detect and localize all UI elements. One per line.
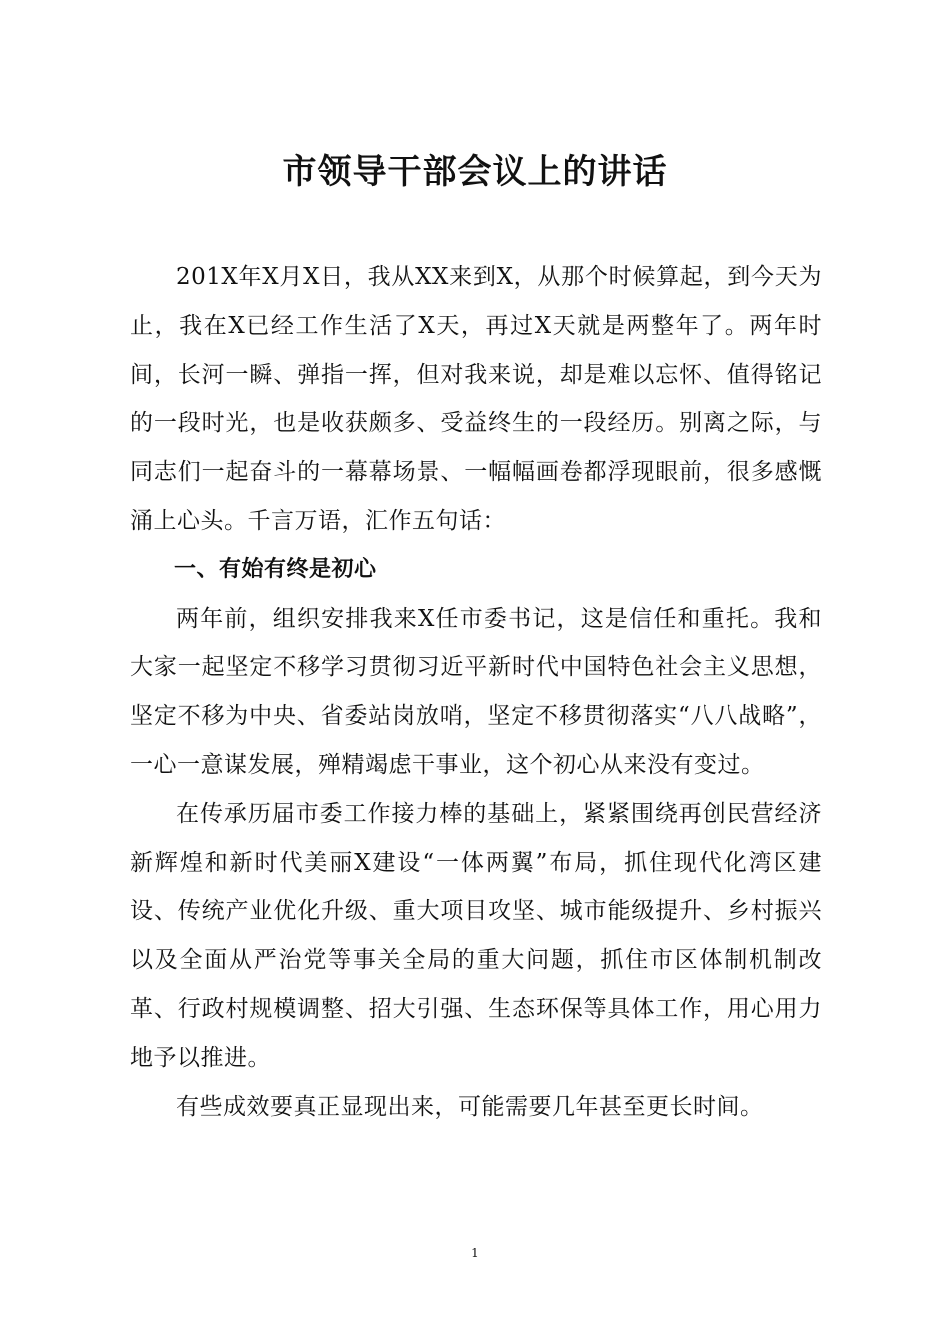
document-title: 市领导干部会议上的讲话: [282, 152, 668, 192]
section-heading-1: 一、有始有终是初心: [174, 556, 377, 582]
document-body: [130, 253, 822, 1131]
paragraph-2: 在传承历届市委工作接力棒的基础上，紧紧围绕再创民营经济新辉煌和新时代美丽X建设“一体两翼”布局，抓住现代化湾区建设、传统产业优化升级、重大项目攻坚、城市能级提升、乡村振兴以及全面从严治党等事关全局的重大问题，抓住市区体制机制改革、行政村规模调整、招大引强、生态环保等具体工作，用心用力地予以推进。: [130, 800, 822, 1071]
page-number: 1: [471, 1246, 479, 1260]
paragraph-1: 两年前，组织安排我来X任市委书记，这是信任和重托。我和大家一起坚定不移学习贯彻习近平新时代中国特色社会主义思想，坚定不移为中央、省委站岗放哨，坚定不移贯彻落实“八八战略”，一心一意谋发展，殚精竭虑干事业，这个初心从来没有变过。: [130, 605, 822, 778]
paragraph-3: 有些成效要真正显现出来，可能需要几年甚至更长时间。: [176, 1093, 764, 1120]
paragraph-intro: 201X年X月X日，我从XX来到X，从那个时候算起，到今天为止，我在X已经工作生活了X天，再过X天就是两整年了。两年时间，长河一瞬、弹指一挥，但对我来说，却是难以忘怀、值得铭记的一段时光，也是收获颇多、受益终生的一段经历。别离之际，与同志们一起奋斗的一幕幕场景、一幅幅画卷都浮现眼前，很多感慨涌上心头。千言万语，汇作五句话：: [130, 264, 822, 534]
